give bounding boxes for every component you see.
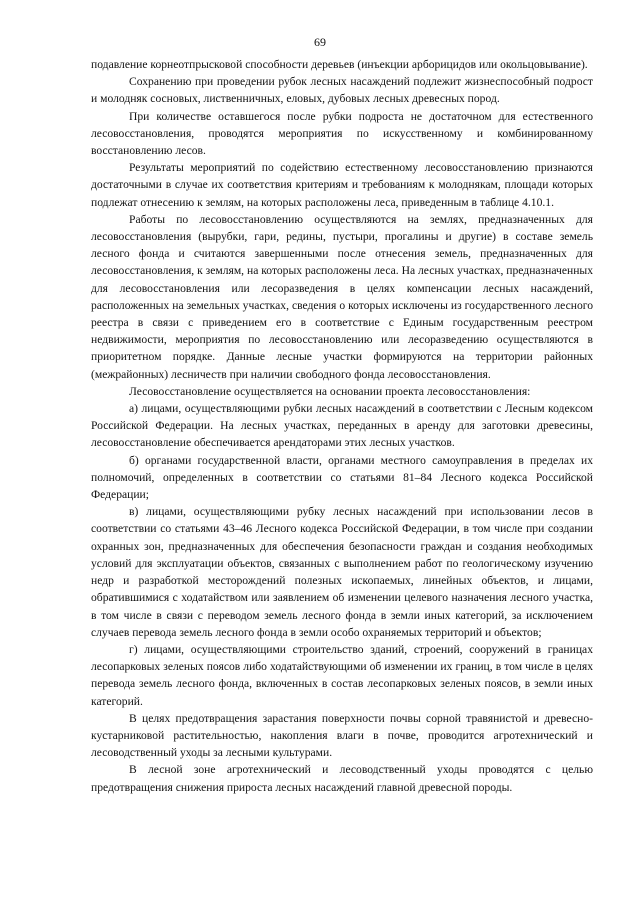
- paragraph: Результаты мероприятий по содействию естественному лесовосстановлению признаются достаточными в случае их соответствия критериям и требованиям к молоднякам, площади которых подлежат отнесению к землям, на которых расположены леса, приведенным в таблице 4.10.1.: [91, 161, 593, 209]
- list-item-b: б) органами государственной власти, органами местного самоуправления в пределах их полномочий, определенных в соответствии со статьями 81–84 Лесного кодекса Российской Федерации;: [91, 453, 593, 502]
- list-item-v: в) лицами, осуществляющими рубку лесных насаждений при использовании лесов в соответствии со статьями 43–46 Лесного кодекса Российской Федерации, в том числе при создании охранных зон, предназначенных для обеспечения безопасности граждан и создания необходимых условий для эксплуатации объектов, связанных с выполнением работ по геологическому изучению недр и разработкой месторождений полезных ископаемых, линейных объектов, и лицами, обратившимися с ходатайством или заявлением об изменении целевого назначения лесного участка, в том числе в связи с переводом земель лесного фонда в земли иных категорий, за исключением случаев перевода земель лесного фонда в земли особо охраняемых территорий и объектов;: [91, 505, 593, 639]
- paragraph: В целях предотвращения зарастания поверхности почвы сорной травянистой и древесно-кустарниковой растительностью, накопления влаги в почве, проводится агротехнический и лесоводственный уходы за лесными культурами.: [91, 711, 593, 760]
- list-item-g: г) лицами, осуществляющими строительство зданий, строений, сооружений в границах лесопарковых зеленых поясов либо ходатайствующими об изменении их границ, в том числе в целях перевода земель лесного фонда, включенных в состав лесопарковых зеленых поясов, в земли иных категорий.: [91, 642, 593, 708]
- page-number: 69: [314, 35, 326, 49]
- document-body: [91, 56, 593, 796]
- paragraph: Сохранению при проведении рубок лесных насаждений подлежит жизнеспособный подрост и молодняк сосновых, лиственничных, еловых, дубовых лесных древесных пород.: [91, 75, 593, 106]
- paragraph: При количестве оставшегося после рубки подроста не достаточном для естественного лесовосстановления, проводятся мероприятия по искусственному и комбинированному восстановлению лесов.: [91, 109, 593, 158]
- paragraph: Лесовосстановление осуществляется на основании проекта лесовосстановления:: [129, 384, 531, 398]
- paragraph: Работы по лесовосстановлению осуществляются на землях, предназначенных для лесовосстановления (вырубки, гари, редины, пустыри, прогалины и другие) в составе земель лесного фонда и считаются завершенными после отнесения земель, предназначенных для лесовосстановления, к землям, на которых расположены леса. На лесных участках, предназначенных для лесовосстановления или лесоразведения в целях компенсации лесных насаждений, расположенных на земельных участках, сведения о которых исключены из государственного лесного реестра в связи с приведением его в соответствие с Единым государственным реестром недвижимости, мероприятия по лесовосстановлению или лесоразведению осуществляются в приоритетном порядке. Данные лесные участки формируются на территории районных (межрайонных) лесничеств при наличии свободного фонда лесовосстановления.: [91, 212, 593, 381]
- paragraph-continuation: подавление корнеотпрысковой способности деревьев (инъекции арборицидов или окольцовывание).: [91, 58, 588, 71]
- paragraph: В лесной зоне агротехнический и лесоводственный уходы проводятся с целью предотвращения снижения прироста лесных насаждений главной древесной породы.: [91, 763, 593, 794]
- list-item-a: а) лицами, осуществляющими рубки лесных насаждений в соответствии с Лесным кодексом Российской Федерации. На лесных участках, переданных в аренду для заготовки древесины, лесовосстановление обеспечивается арендаторами этих лесных участков.: [91, 402, 593, 450]
